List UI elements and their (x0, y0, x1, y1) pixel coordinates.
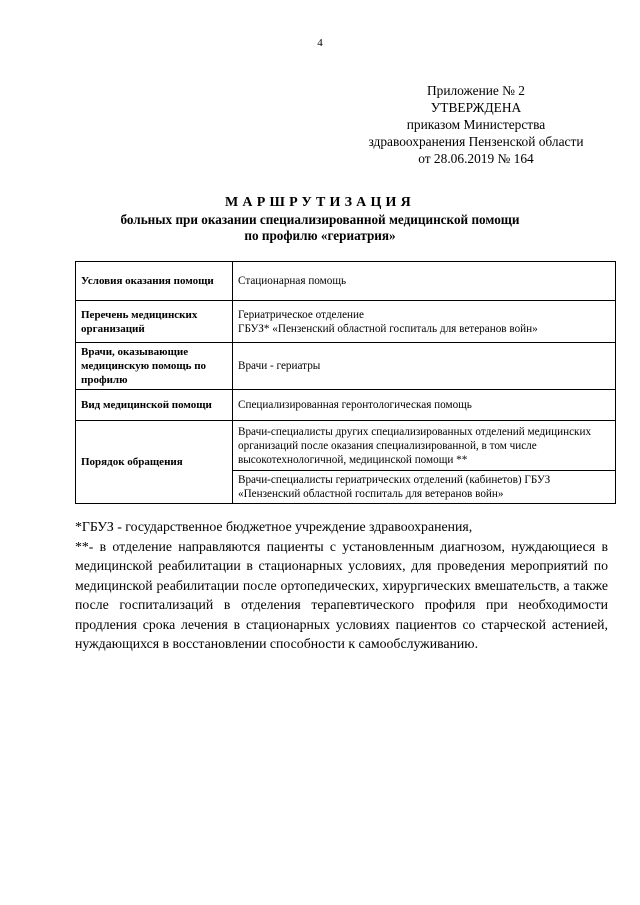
table-row (76, 262, 616, 301)
row-label: Условия оказания помощи (76, 262, 233, 301)
table-row (76, 390, 616, 421)
row-value: Специализированная геронтологическая помощь (233, 390, 616, 421)
table-row (76, 301, 616, 343)
title-subtitle-line1: больных при оказании специализированной медицинской помощи (120, 212, 520, 227)
document-title (0, 194, 640, 244)
table-row (76, 421, 616, 471)
approval-block (350, 82, 602, 167)
appendix-number: Приложение № 2 (426, 83, 526, 98)
order-of-ministry: приказом Министерства (406, 117, 546, 132)
row-label: Вид медицинской помощи (76, 390, 233, 421)
title-main: МАРШРУТИЗАЦИЯ (225, 195, 415, 210)
title-subtitle-line2: по профилю «гериатрия» (244, 228, 396, 243)
routing-table (75, 261, 616, 504)
table-row (76, 343, 616, 390)
department-name: Гериатрическое отделение (238, 308, 364, 321)
row-value: Стационарная помощь (233, 262, 616, 301)
organization-name: ГБУЗ* «Пензенский областной госпиталь для ветеранов войн» (238, 322, 538, 335)
row-label: Врачи, оказывающие медицинскую помощь по профилю (76, 343, 233, 390)
row-value: Врачи - гериатры (233, 343, 616, 390)
row-value-referral-b: Врачи-специалисты гериатрических отделений (кабинетов) ГБУЗ «Пензенский областной госпиталь для ветеранов войн» (233, 471, 616, 504)
row-value (233, 301, 616, 343)
ministry-name: здравоохранения Пензенской области (368, 134, 584, 149)
row-value-referral-a: Врачи-специалисты других специализированных отделений медицинских организаций после оказания специализированной, в том числе высокотехнологичной, медицинской помощи ** (233, 421, 616, 471)
footnotes (75, 517, 608, 654)
footnote-gbuz: *ГБУЗ - государственное бюджетное учреждение здравоохранения, (75, 519, 473, 534)
page-number: 4 (317, 37, 323, 49)
row-label: Порядок обращения (76, 421, 233, 504)
footnote-referral: **- в отделение направляются пациенты с установленным диагнозом, нуждающиеся в медицинской реабилитации в стационарных условиях, для проведения мероприятий по медицинской реабилитации после ортопедических, хирургических вмешательств, а также после госпитализаций в отделения терапевтического профиля при необходимости продления срока лечения в стационарных условиях пациентов со старческой астенией, нуждающихся в восстановлении способности к самообслуживанию. (75, 538, 608, 651)
order-date-number: от 28.06.2019 № 164 (418, 151, 534, 166)
approved-label: УТВЕРЖДЕНА (430, 100, 522, 115)
row-label: Перечень медицинских организаций (76, 301, 233, 343)
